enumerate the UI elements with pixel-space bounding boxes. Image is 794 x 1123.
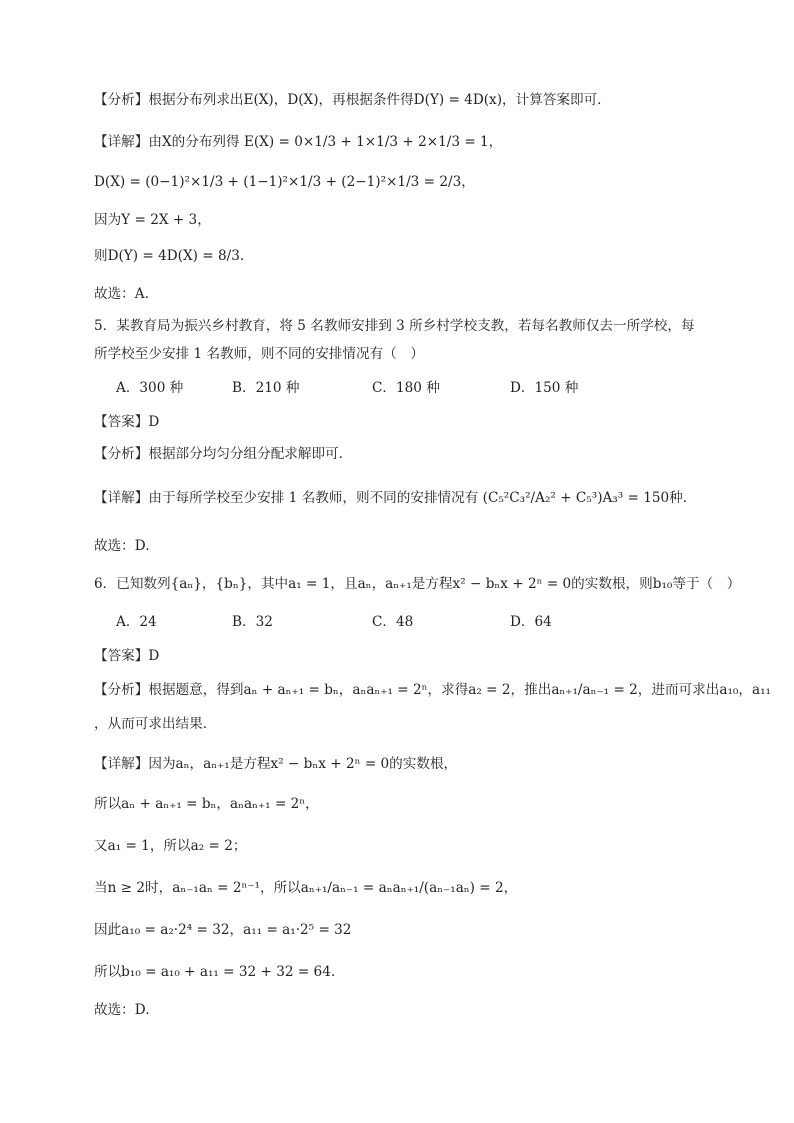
q6-choice: 故选：D.	[94, 1002, 150, 1018]
detail-tag: 【详解】	[94, 490, 149, 506]
q4-detail-line-1	[94, 132, 502, 152]
q5-option-b: B．210 种	[232, 380, 300, 396]
q6-analysis-text: 根据题意，得到aₙ + aₙ₊₁ = bₙ，aₙaₙ₊₁ = 2ⁿ，求得a₂ = 2，推出aₙ₊₁/aₙ₋₁ = 2，进而可求出a₁₀，a₁₁	[148, 682, 771, 698]
detail-tag: 【详解】	[94, 134, 149, 150]
q4-variance-formula: D(X) = (0−1)²×1/3 + (1−1)²×1/3 + (2−1)²×1/3 = 2/3，	[94, 174, 475, 190]
q5-option-a: A．300 种	[116, 380, 184, 396]
q5-analysis-line	[94, 444, 343, 464]
answer-tag: 【答案】	[94, 648, 149, 664]
q5-stem-line-2: 所学校至少安排 1 名教师，则不同的安排情况有（ ）	[94, 346, 424, 362]
q4-analysis-text: 根据分布列求出E(X)，D(X)，再根据条件得D(Y) = 4D(x)，计算答案即可.	[148, 92, 602, 108]
q6-detail-line-3: 又a₁ = 1，所以a₂ = 2；	[94, 838, 247, 854]
q5-analysis-text: 根据部分均匀分组分配求解即可.	[148, 446, 344, 462]
q6-answer-line	[94, 646, 159, 666]
q4-detail-line-4: 则D(Y) = 4D(X) = 8/3.	[94, 248, 245, 264]
q4-expected-value-formula: E(X) = 0×1/3 + 1×1/3 + 2×1/3 = 1，	[243, 134, 503, 150]
q5-detail-line	[94, 488, 687, 508]
q4-choice: 故选：A.	[94, 286, 149, 302]
analysis-tag: 【分析】	[94, 92, 149, 108]
q5-answer-line	[94, 412, 159, 432]
q6-detail-line-1	[94, 754, 457, 774]
q5-option-c: C．180 种	[372, 380, 440, 396]
q6-option-c: C．48	[372, 614, 414, 630]
q6-answer: D	[148, 648, 160, 664]
q6-option-a: A．24	[116, 614, 157, 630]
q6-detail-line-4: 当n ≥ 2时，aₙ₋₁aₙ = 2ⁿ⁻¹，所以aₙ₊₁/aₙ₋₁ = aₙaₙ₊₁/(aₙ₋₁aₙ) = 2，	[94, 880, 518, 896]
q5-detail-prefix: 由于每所学校至少安排 1 名教师，则不同的安排情况有	[148, 490, 479, 506]
q6-detail-line-5: 因此a₁₀ = a₂·2⁴ = 32，a₁₁ = a₁·2⁵ = 32	[94, 922, 352, 938]
q6-analysis-line-2: ，从而可求出结果.	[94, 716, 208, 732]
q5-detail-formula: (C₅²C₃²/A₂² + C₅³)A₃³ = 150种.	[482, 490, 688, 506]
q5-stem-line-1: 5．某教育局为振兴乡村教育，将 5 名教师安排到 3 所乡村学校支教，若每名教师仅去一所学校，每	[94, 318, 695, 334]
q6-option-d: D．64	[510, 614, 552, 630]
q6-detail-line-6: 所以b₁₀ = a₁₀ + a₁₁ = 32 + 32 = 64.	[94, 964, 336, 980]
q5-option-d: D．150 种	[510, 380, 579, 396]
q6-analysis-line-1	[94, 680, 771, 700]
q6-option-b: B．32	[232, 614, 273, 630]
q4-analysis-line	[94, 90, 601, 110]
q4-detail-prefix: 由X的分布列得	[148, 134, 240, 150]
detail-tag: 【详解】	[94, 756, 149, 772]
q6-detail-line-2: 所以aₙ + aₙ₊₁ = bₙ，aₙaₙ₊₁ = 2ⁿ，	[94, 796, 319, 812]
q5-choice: 故选：D.	[94, 538, 150, 554]
answer-tag: 【答案】	[94, 414, 149, 430]
q4-detail-line-3: 因为Y = 2X + 3，	[94, 212, 211, 228]
q6-detail-text: 因为aₙ，aₙ₊₁是方程x² − bₙx + 2ⁿ = 0的实数根，	[148, 756, 458, 772]
analysis-tag: 【分析】	[94, 682, 149, 698]
q6-stem: 6．已知数列{aₙ}，{bₙ}，其中a₁ = 1，且aₙ，aₙ₊₁是方程x² − bₙx + 2ⁿ = 0的实数根，则b₁₀等于（ ）	[94, 576, 741, 592]
q5-answer: D	[148, 414, 160, 430]
analysis-tag: 【分析】	[94, 446, 149, 462]
